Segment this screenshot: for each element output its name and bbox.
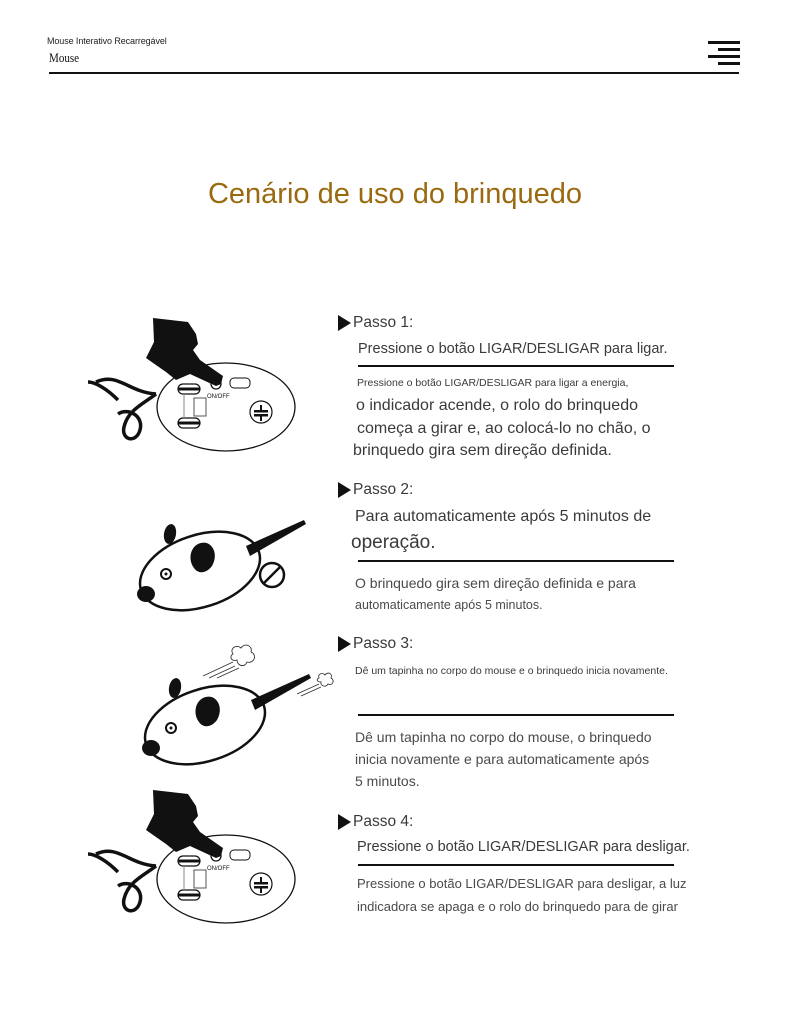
step-4-divider [358,864,674,866]
step-3-detail-line: 5 minutos. [355,773,420,789]
step-2-detail-line: automaticamente após 5 minutos. [355,598,543,612]
play-triangle-icon [338,315,351,331]
play-triangle-icon [338,636,351,652]
hand-pressing-switch-illustration [88,784,308,934]
step-3-summary: Dê um tapinha no corpo do mouse e o brinquedo inicia novamente. [355,665,668,677]
step-4-detail-line: indicadora se apaga e o rolo do brinquedo para de girar [357,899,678,914]
step-4-detail-line: Pressione o botão LIGAR/DESLIGAR para desligar, a luz [357,876,687,891]
step-1-detail-line: começa a girar e, ao colocá-lo no chão, o [357,420,651,437]
header-divider [49,72,739,74]
hand-pressing-switch-illustration [88,312,308,462]
prohibited-icon [260,563,284,587]
step-2-divider [358,560,674,562]
header-subtitle: Mouse Interativo Recarregável [47,36,167,46]
step-3-heading: Passo 3: [338,635,413,653]
step-2-detail-line: O brinquedo gira sem direção definida e para [355,575,636,591]
step-3-divider [358,714,674,716]
play-triangle-icon [338,814,351,830]
step-4-heading: Passo 4: [338,813,413,831]
header-title: Mouse [49,50,80,65]
step-4-summary: Pressione o botão LIGAR/DESLIGAR para desligar. [357,839,690,855]
step-2-heading: Passo 2: [338,481,413,499]
step-3-detail-line: inicia novamente e para automaticamente após [355,751,650,767]
step-1-summary: Pressione o botão LIGAR/DESLIGAR para ligar. [358,341,668,357]
step-1-detail-line: Pressione o botão LIGAR/DESLIGAR para ligar a energia, [357,377,629,389]
mouse-toy-stopped-illustration [128,516,308,612]
hamburger-menu-icon[interactable] [704,41,740,65]
page-title: Cenário de uso do brinquedo [207,178,583,210]
step-1-heading: Passo 1: [338,314,413,332]
step-3-detail-line: Dê um tapinha no corpo do mouse, o brinquedo [355,729,652,745]
step-2-summary-line: Para automaticamente após 5 minutos de [355,508,652,525]
step-2-summary-line: operação. [351,532,436,553]
play-triangle-icon [338,482,351,498]
step-1-detail-line: brinquedo gira sem direção definida. [353,442,612,459]
mouse-toy-moving-illustration [133,642,343,772]
step-1-divider [358,365,674,367]
step-1-detail-line: o indicador acende, o rolo do brinquedo [356,397,638,414]
